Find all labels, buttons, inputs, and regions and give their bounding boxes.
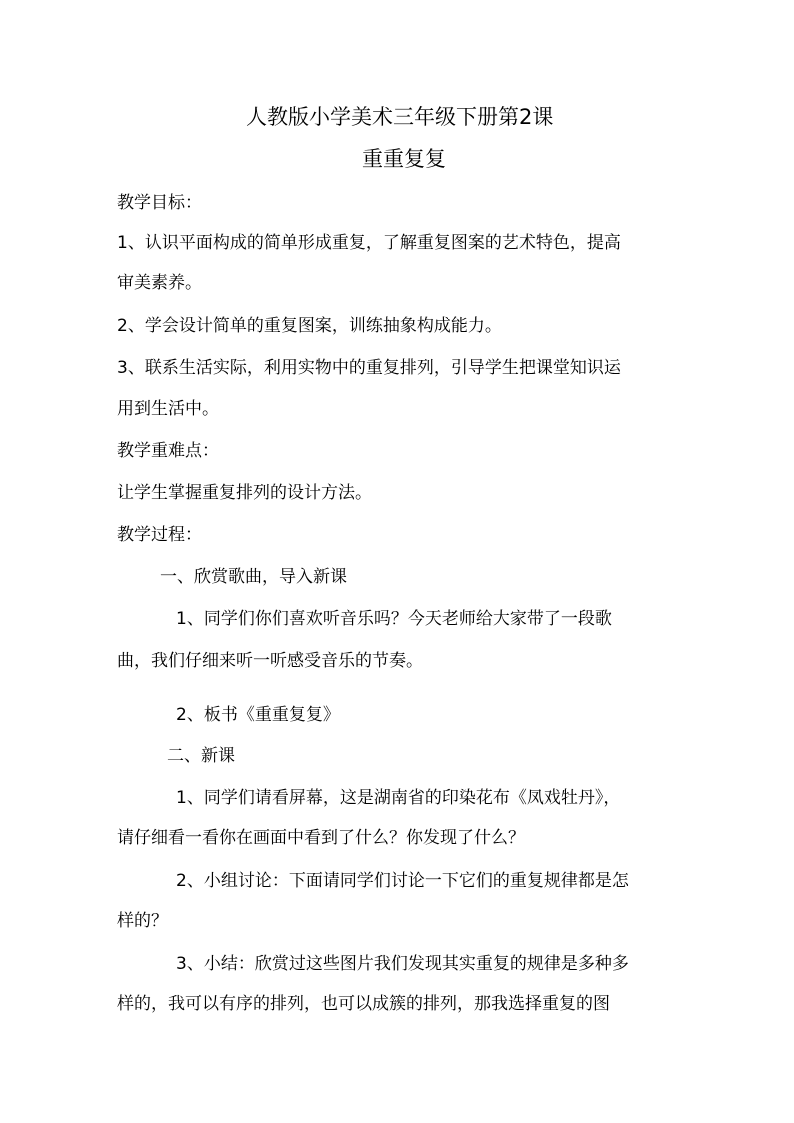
- key-points-text: 让学生掌握重复排列的设计方法。: [117, 483, 372, 503]
- goals-heading: 教学目标：: [117, 193, 202, 213]
- section-2-step-3-line-1: 3、小结：欣赏过这些图片我们发现其实重复的规律是多种多: [176, 954, 629, 974]
- section-2-step-3-line-2: 样的，我可以有序的排列，也可以成簇的排列，那我选择重复的图: [117, 994, 610, 1014]
- key-points-heading: 教学重难点：: [117, 441, 219, 461]
- goal-item-3-line-1: 3、联系生活实际，利用实物中的重复排列，引导学生把课堂知识运: [117, 358, 621, 378]
- section-2-step-1-line-2: 请仔细看一看你在画面中看到了什么？你发现了什么？: [117, 828, 525, 848]
- section-1-heading: 一、欣赏歌曲，导入新课: [160, 567, 347, 587]
- section-1-step-1-line-2: 曲，我们仔细来听一听感受音乐的节奏。: [117, 651, 423, 671]
- section-2-heading: 二、新课: [167, 746, 235, 766]
- lesson-subtitle: 重重复复: [362, 147, 446, 171]
- section-1-step-2: 2、板书《重重复复》: [176, 705, 340, 725]
- process-heading: 教学过程：: [117, 525, 202, 545]
- goal-item-1-line-2: 审美素养。: [117, 273, 202, 293]
- lesson-title: 人教版小学美术三年级下册第2课: [246, 105, 554, 129]
- goal-item-3-line-2: 用到生活中。: [117, 399, 219, 419]
- section-2-step-2-line-1: 2、小组讨论：下面请同学们讨论一下它们的重复规律都是怎: [176, 871, 629, 891]
- section-2-step-2-line-2: 样的？: [117, 911, 168, 931]
- goal-item-1-line-1: 1、认识平面构成的简单形成重复，了解重复图案的艺术特色，提高: [117, 233, 621, 253]
- section-1-step-1-line-1: 1、同学们你们喜欢听音乐吗？今天老师给大家带了一段歌: [176, 609, 612, 629]
- goal-item-2: 2、学会设计简单的重复图案，训练抽象构成能力。: [117, 316, 502, 336]
- section-2-step-1-line-1: 1、同学们请看屏幕，这是湖南省的印染花布《凤戏牡丹》，: [176, 788, 621, 808]
